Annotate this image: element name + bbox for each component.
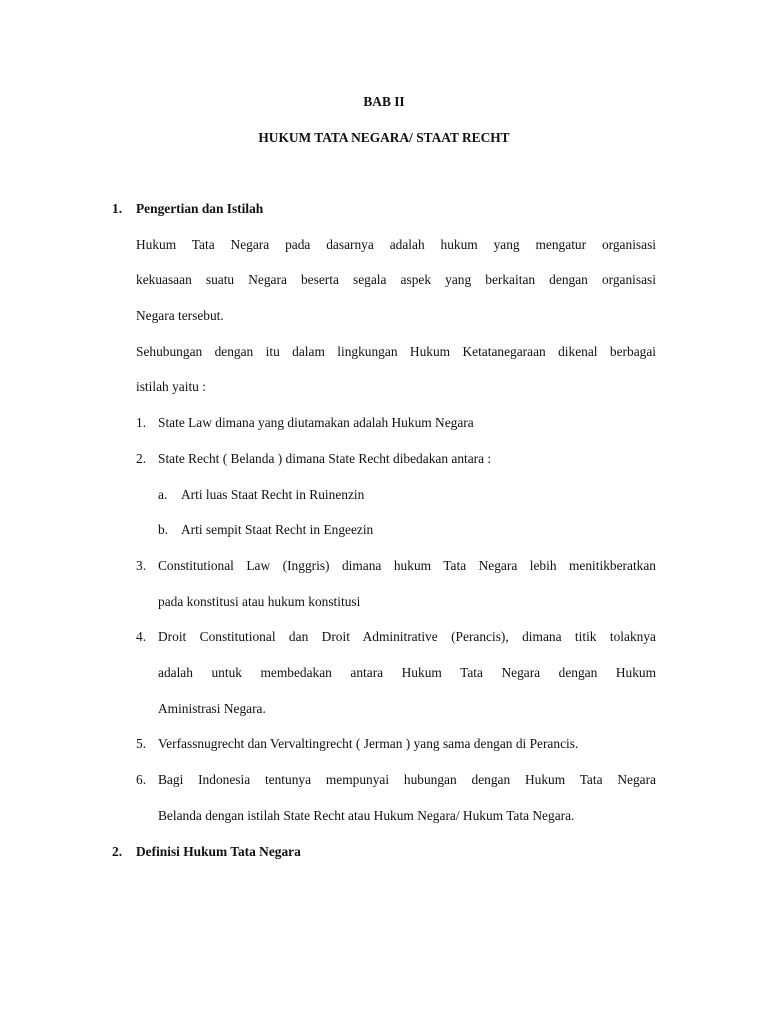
list-item-number: 6. [136,772,147,787]
list-item-text: State Law dimana yang diutamakan adalah Hukum Negara [158,415,474,430]
list-item-text: Droit Constitutional dan Droit Adminitrative (Perancis), dimana titik tolaknya [158,629,656,644]
list-item-number: 5. [136,736,147,751]
section-1-number: 1. [112,201,123,216]
list-item-text: Constitutional Law (Inggris) dimana hukum Tata Negara lebih menitikberatkan [158,558,656,573]
sub-item-letter: a. [158,487,168,502]
section-1-heading: Pengertian dan Istilah [136,201,264,216]
list-item-text: Bagi Indonesia tentunya mempunyai hubungan dengan Hukum Tata Negara [158,772,656,787]
list-item-text: Aministrasi Negara. [158,701,266,716]
section-2-heading: Definisi Hukum Tata Negara [136,844,301,859]
paragraph-2-line-2: istilah yaitu : [136,379,206,394]
list-item-text: State Recht ( Belanda ) dimana State Recht dibedakan antara : [158,451,492,466]
list-item-text: pada konstitusi atau hukum konstitusi [158,594,361,609]
paragraph-1-line-3: Negara tersebut. [136,308,224,323]
list-item-text: Verfassnugrecht dan Vervaltingrecht ( Jerman ) yang sama dengan di Perancis. [158,736,579,751]
paragraph-1-line-1: Hukum Tata Negara pada dasarnya adalah hukum yang mengatur organisasi [136,237,656,252]
chapter-label: BAB II [363,94,405,109]
list-item-number: 1. [136,415,147,430]
list-item-number: 3. [136,558,147,573]
section-2-number: 2. [112,844,123,859]
chapter-title: HUKUM TATA NEGARA/ STAAT RECHT [258,130,510,145]
list-item-text: adalah untuk membedakan antara Hukum Tata Negara dengan Hukum [158,665,656,680]
paragraph-2-line-1: Sehubungan dengan itu dalam lingkungan Hukum Ketatanegaraan dikenal berbagai [136,344,656,359]
list-item-number: 4. [136,629,147,644]
paragraph-1-line-2: kekuasaan suatu Negara beserta segala aspek yang berkaitan dengan organisasi [136,272,656,287]
sub-item-text: Arti luas Staat Recht in Ruinenzin [181,487,365,502]
sub-item-text: Arti sempit Staat Recht in Engeezin [181,522,374,537]
sub-item-letter: b. [158,522,169,537]
list-item-text: Belanda dengan istilah State Recht atau Hukum Negara/ Hukum Tata Negara. [158,808,575,823]
list-item-number: 2. [136,451,147,466]
